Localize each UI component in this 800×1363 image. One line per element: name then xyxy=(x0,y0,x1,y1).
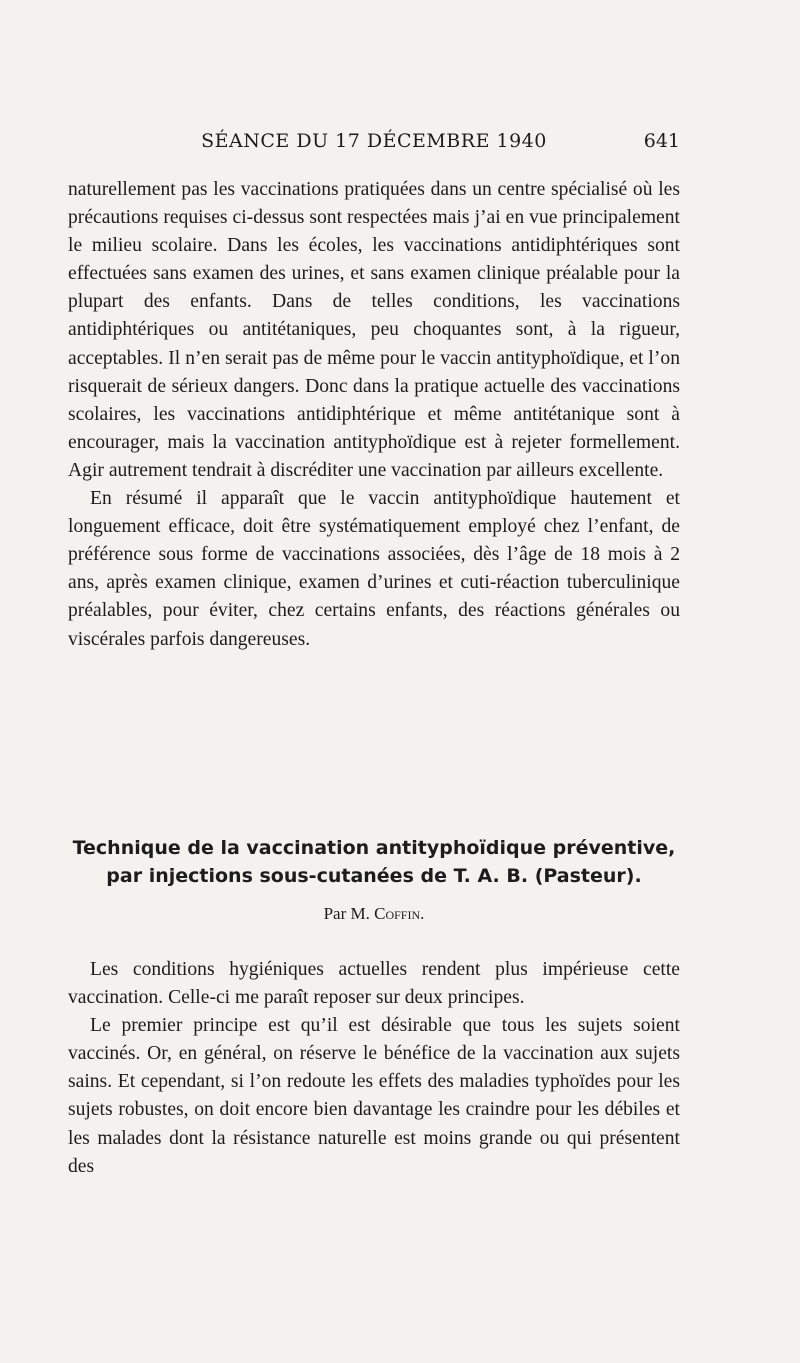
author-line xyxy=(68,904,680,924)
header-title: SÉANCE DU 17 DÉCEMBRE 1940 xyxy=(201,130,547,152)
running-header xyxy=(68,130,680,156)
paragraph: En résumé il apparaît que le vaccin antityphoïdique hautement et longuement efficace, doit être systématiquement employé chez l’enfant, de préférence sous forme de vaccinations associées, dès l’âge de 18 mois à 2 ans, après examen clinique, examen d’urines et cuti-réaction tuberculinique préalables, pour éviter, chez certains enfants, des réactions générales ou viscérales parfois dangereuses. xyxy=(68,488,680,650)
paragraph: Le premier principe est qu’il est désirable que tous les sujets soient vaccinés. Or, en général, on réserve le bénéfice de la vaccination aux sujets sains. Et cependant, si l’on redoute les effets des maladies typhoïdes pour les sujets robustes, on doit encore bien davantage les craindre pour les débiles et les malades dont la résistance naturelle est moins grande ou qui présentent des xyxy=(68,1015,680,1177)
text-block-section xyxy=(68,956,680,1181)
author-name: Coffin. xyxy=(374,904,425,923)
section-title-line: Technique de la vaccination antityphoïdique préventive, xyxy=(72,837,676,859)
paragraph: Les conditions hygiéniques actuelles rendent plus impérieuse cette vaccination. Celle-ci me paraît reposer sur deux principes. xyxy=(68,959,680,1009)
text-block-continuation xyxy=(68,176,680,654)
paragraph: naturellement pas les vaccinations pratiquées dans un centre spécialisé où les précautions requises ci-dessus sont respectées mais j’ai en vue principalement le milieu scolaire. Dans les écoles, les vaccinations antidiphtériques sont effectuées sans examen des urines, et sans examen clinique préalable pour la plupart des enfants. Dans de telles conditions, les vaccinations antidiphtériques ou antitétaniques, peu choquantes sont, à la rigueur, acceptables. Il n’en serait pas de même pour le vaccin antityphoïdique, et l’on risquerait de sérieux dangers. Donc dans la pratique actuelle des vaccinations scolaires, les vaccinations antidiphtérique et même antitétanique sont à encourager, mais la vaccination antityphoïdique est à rejeter formellement. Agir autrement tendrait à discréditer une vaccination par ailleurs excellente. xyxy=(68,179,680,481)
author-prefix: Par M. xyxy=(323,904,370,923)
page-number: 641 xyxy=(643,130,680,152)
section-title xyxy=(68,834,680,890)
section-title-line: par injections sous-cutanées de T. A. B. (Pasteur). xyxy=(106,865,642,887)
